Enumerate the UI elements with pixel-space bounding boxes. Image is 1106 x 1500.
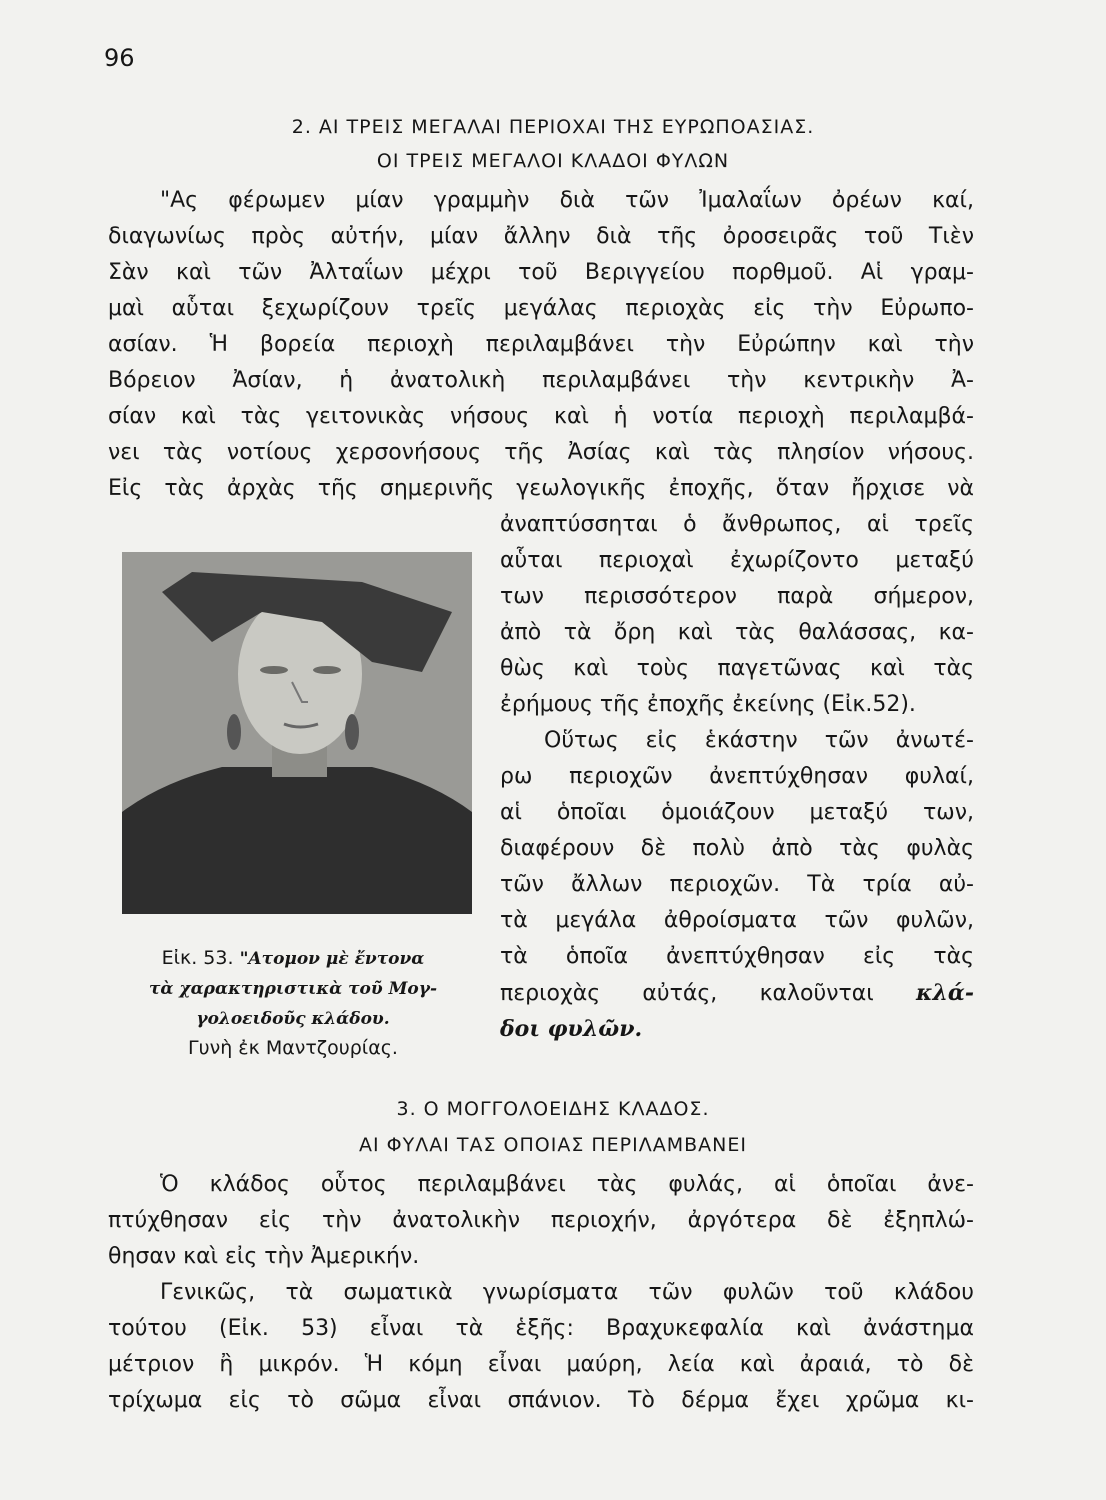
text-line: μαὶ αὗται ξεχωρίζουν τρεῖς μεγάλας περιοχὰς εἰς τὴν Εὐρωπο- — [108, 296, 974, 321]
text-line-with-term — [500, 1014, 974, 1045]
section-3-title: 3. Ο ΜΟΓΓΟΛΟΕΙΔΗΣ ΚΛΑΔΟΣ. — [396, 1098, 710, 1120]
text-line: τούτου (Εἰκ. 53) εἶναι τὰ ἑξῆς: Βραχυκεφαλία καὶ ἀνάστημα — [108, 1316, 974, 1341]
caption-italic: γολοειδοῦς κλάδου. — [196, 1009, 390, 1029]
figure-photo — [122, 552, 472, 914]
text-line: Ὁ κλάδος οὗτος περιλαμβάνει τὰς φυλάς, αἱ ὁποῖαι ἀνε- — [160, 1172, 974, 1197]
text-line: τὰ ὁποῖα ἀνεπτύχθησαν εἰς τὰς — [500, 944, 974, 969]
section-2-subtitle: ΟΙ ΤΡΕΙΣ ΜΕΓΑΛΟΙ ΚΛΑΔΟΙ ΦΥΛΩΝ — [376, 150, 730, 172]
caption-italic: "Ατομον μὲ ἔντονα — [239, 949, 425, 969]
text-line: Οὕτως εἰς ἑκάστην τῶν ἀνωτέ- — [544, 728, 974, 753]
figure-caption-line — [108, 974, 478, 1003]
text-line: θησαν καὶ εἰς τὴν Ἀμερικήν. — [108, 1244, 420, 1269]
text-line: νει τὰς νοτίους χερσονήσους τῆς Ἀσίας καὶ τὰς πλησίον νήσους. — [108, 440, 974, 465]
text-line-with-term — [500, 978, 974, 1009]
text-line: τρίχωμα εἰς τὸ σῶμα εἶναι σπάνιον. Τὸ δέρμα ἔχει χρῶμα κι- — [108, 1388, 974, 1413]
term-bold: κλά- — [916, 980, 974, 1006]
text-line: ρω περιοχῶν ἀνεπτύχθησαν φυλαί, — [500, 764, 974, 789]
portrait-image — [122, 552, 472, 914]
section-3-subtitle: ΑΙ ΦΥΛΑΙ ΤΑΣ ΟΠΟΙΑΣ ΠΕΡΙΛΑΜΒΑΝΕΙ — [359, 1134, 747, 1156]
text-line: των περισσότερον παρὰ σήμερον, — [500, 584, 974, 609]
text-line: Γενικῶς, τὰ σωματικὰ γνωρίσματα τῶν φυλῶν τοῦ κλάδου — [160, 1280, 974, 1305]
text-line: Βόρειον Ἀσίαν, ἡ ἀνατολικὴ περιλαμβάνει τὴν κεντρικὴν Ἀ- — [108, 368, 974, 393]
text-line: ἀπὸ τὰ ὄρη καὶ τὰς θαλάσσας, κα- — [500, 620, 974, 645]
text-line: αὗται περιοχαὶ ἐχωρίζοντο μεταξύ — [500, 548, 974, 573]
text-line: τῶν ἄλλων περιοχῶν. Τὰ τρία αὐ- — [500, 872, 974, 897]
text-line: Εἰς τὰς ἀρχὰς τῆς σημερινῆς γεωλογικῆς ἐποχῆς, ὅταν ἤρχισε νὰ — [108, 476, 974, 501]
text-line: ἐρήμους τῆς ἐποχῆς ἐκείνης (Εἰκ.52). — [500, 692, 916, 717]
text-line: αἱ ὁποῖαι ὁμοιάζουν μεταξύ των, — [500, 800, 974, 825]
section-2-title: 2. ΑΙ ΤΡΕΙΣ ΜΕΓΑΛΑΙ ΠΕΡΙΟΧΑΙ ΤΗΣ ΕΥΡΩΠΟΑΣΙΑΣ. — [291, 116, 815, 138]
caption-italic: τὰ χαρακτηριστικὰ τοῦ Μογ- — [148, 979, 438, 999]
text-line: διαφέρουν δὲ πολὺ ἀπὸ τὰς φυλὰς — [500, 836, 974, 861]
figure-caption-plain: Γυνὴ ἐκ Μαντζουρίας. — [188, 1037, 398, 1059]
text-line: θὼς καὶ τοὺς παγετῶνας καὶ τὰς — [500, 656, 974, 681]
text-line: ἀναπτύσσηται ὁ ἄνθρωπος, αἱ τρεῖς — [500, 512, 974, 537]
text-line: σίαν καὶ τὰς γειτονικὰς νήσους καὶ ἡ νοτία περιοχὴ περιλαμβά- — [108, 404, 974, 429]
text-line: τὰ μεγάλα ἀθροίσματα τῶν φυλῶν, — [500, 908, 974, 933]
figure-caption-line — [108, 1004, 478, 1033]
figure-label: Εἰκ. 53. — [161, 947, 234, 969]
text-line: ασίαν. Ἡ βορεία περιοχὴ περιλαμβάνει τὴν Εὐρώπην καὶ τὴν — [108, 332, 974, 357]
term-bold: δοι φυλῶν. — [500, 1016, 643, 1042]
text-line: Σὰν καὶ τῶν Ἀλταΐων μέχρι τοῦ Βεριγγείου πορθμοῦ. Αἱ γραμ- — [108, 260, 974, 285]
text-fragment: περιοχὰς αὐτάς, καλοῦνται — [500, 981, 874, 1006]
text-line: πτύχθησαν εἰς τὴν ἀνατολικὴν περιοχήν, ἀργότερα δὲ ἐξηπλώ- — [108, 1208, 974, 1233]
text-line: διαγωνίως πρὸς αὐτήν, μίαν ἄλλην διὰ τῆς ὀροσειρᾶς τοῦ Τιὲν — [108, 224, 974, 249]
page-number: 96 — [104, 44, 135, 72]
figure-caption-line — [108, 944, 478, 973]
text-line: "Ας φέρωμεν μίαν γραμμὴν διὰ τῶν Ἰμαλαΐων ὀρέων καί, — [160, 188, 974, 213]
text-line: μέτριον ἢ μικρόν. Ἡ κόμη εἶναι μαύρη, λεία καὶ ἀραιά, τὸ δὲ — [108, 1352, 974, 1377]
